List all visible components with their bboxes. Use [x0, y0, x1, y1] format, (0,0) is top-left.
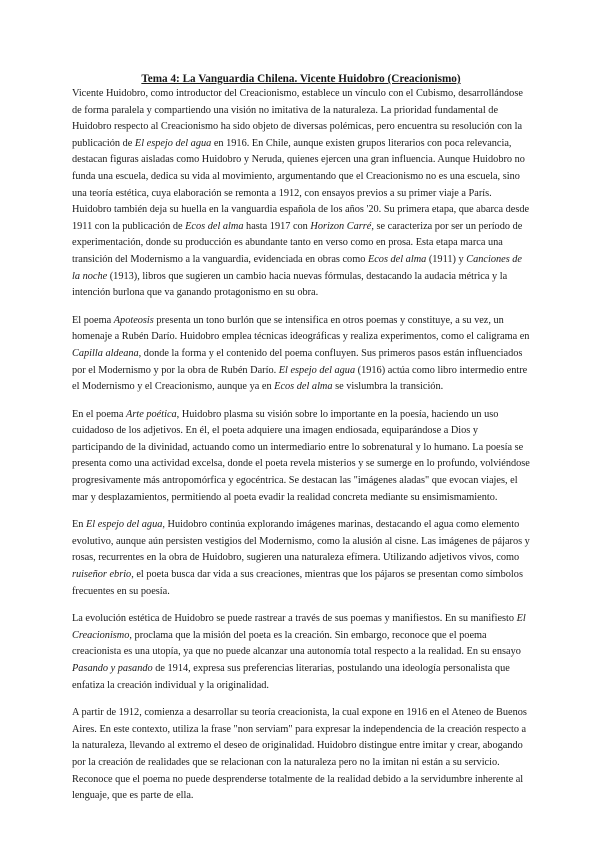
italic-title-text: El espejo del agua	[278, 364, 356, 376]
paragraph-text: En el poema	[72, 408, 127, 420]
paragraph-text: de 1914, expresa sus preferencias literarias, postulando una ideología personalista que enfatiza la creación individual y la originalidad.	[72, 663, 510, 691]
paragraph-text: , Huidobro plasma su visión sobre lo importante en la poesía, haciendo un uso cuidadoso de los adjetivos. En él, el poeta adquiere una imagen endiosada, equiparándose a Dios y participando de la divinidad, actuando como un intermediario entre lo sobrenatural y lo humano. La poesía se presenta como una actividad excelsa, donde el poeta revela misterios y se sumerge en lo profundo, volviéndose progresivamente más antropomórfica y egocéntrica. Se destacan las "imágenes aladas" que evocan viajes, el mar y desplazamientos, permitiendo al poeta evadir la realidad concreta mediante su ensimismamiento.	[72, 408, 530, 503]
paragraph-text: , donde la forma y el contenido del poema confluyen. Sus primeros pasos están influenciados por el Modernismo y por la obra de Rubén Darío.	[72, 347, 523, 376]
italic-title-text: Ecos del alma	[185, 220, 244, 232]
italic-title-text: ruiseñor ebrio	[72, 569, 132, 581]
italic-title-text: Arte poética	[126, 408, 177, 420]
italic-title-text: Apoteosis	[113, 314, 154, 326]
paragraph-text: (1911) y	[426, 253, 467, 265]
document-body	[72, 86, 530, 805]
paragraph-text: (1916) actúa como libro intermedio entre el Modernismo y el Creacionismo, aunque ya en	[72, 364, 528, 393]
paragraph-text: (1913), libros que sugieren un cambio hacia nuevas fórmulas, destacando la audacia métrica y la intención burlona que va ganando protagonismo en su obra.	[72, 270, 508, 299]
paragraph-text: En	[72, 519, 87, 531]
body-paragraph	[72, 611, 530, 694]
italic-title-text: Capilla aldeana	[72, 347, 139, 359]
italic-title-text: El Creacionismo	[72, 613, 526, 641]
paragraph-text: en 1916. En Chile, aunque existen grupos literarios con poca relevancia, destacan figuras aisladas como Huidobro y Neruda, quienes ejercen una gran influencia. Aunque Huidobro no funda una escuela, dedica su vida al movimiento, argumentando que el Creacionismo no es una escuela, sino una teoría estética, cuya elaboración se remonta a 1912, con ensayos previos a su primer viaje a París. Huidobro también deja su huella en la vanguardia española de los años '20. Su primera etapa, que abarca desde 1911 con la publicación de	[72, 137, 530, 232]
paragraph-text: A partir de 1912, comienza a desarrollar su teoría creacionista, la cual expone en 1916 en el Ateneo de Buenos Aires. En este contexto, utiliza la frase "non serviam" para expresar la independencia de la creación respecto a la naturaleza, llevando al extremo el deseo de originalidad. Huidobro distingue entre imitar y crear, abogando por la creación de realidades que se relacionan con la naturaleza pero no la imitan ni están a su servicio. Reconoce que el poema no puede desprenderse totalmente de la realidad debido a la servidumbre inherente al lenguaje, que es parte de ella.	[72, 707, 527, 802]
paragraph-text: presenta un tono burlón que se intensifica en otros poemas y constituye, a su vez, un homenaje a Rubén Darío. Huidobro emplea técnicas ideográficas y realiza experimentos, como el caligrama en	[72, 314, 530, 343]
paragraph-text: , proclama que la misión del poeta es la creación. Sin embargo, reconoce que el poema creacionista es una utopía, ya que no puede alcanzar una autonomía total respecto a la realidad. En su ensayo	[72, 629, 521, 658]
italic-title-text: Canciones de la noche	[72, 253, 522, 282]
italic-title-text: Pasando y pasando	[72, 663, 153, 674]
italic-title-text: Ecos del alma	[367, 253, 427, 265]
body-paragraph	[72, 517, 530, 600]
body-paragraph	[72, 705, 530, 805]
document-page	[72, 72, 530, 816]
body-paragraph	[72, 86, 530, 302]
paragraph-text: , Huidobro continúa explorando imágenes marinas, destacando el agua como elemento evolutivo, aunque aún persisten vestigios del Modernismo, como la alusión al cisne. Las imágenes de pájaros y rosas, recurrentes en la obra de Huidobro, sugieren una naturaleza efímera. Utilizando adjetivos vivos, como	[72, 519, 530, 564]
paragraph-text: se vislumbra la transición.	[332, 381, 444, 393]
paragraph-text: , se caracteriza por ser un período de experimentación, donde su producción es abundante tanto en verso como en prosa. Esta etapa marca una transición del Modernismo a la vanguardia, evidenciada en obras como	[72, 220, 523, 265]
document-title: Tema 4: La Vanguardia Chilena. Vicente Huidobro (Creacionismo)	[141, 73, 461, 85]
body-paragraph	[72, 407, 530, 507]
paragraph-text: La evolución estética de Huidobro se puede rastrear a través de sus poemas y manifiestos. En su manifiesto	[72, 613, 517, 625]
paragraph-text: hasta 1917 con	[243, 220, 311, 232]
paragraph-text: Vicente Huidobro, como introductor del Creacionismo, establece un vínculo con el Cubismo, desarrollándose de forma paralela y compartiendo una visión no imitativa de la naturaleza. La prioridad fundamental de Huidobro respecto al Creacionismo ha sido objeto de diversas polémicas, pero encuentra su resolución con la publicación de	[72, 88, 523, 149]
italic-title-text: Ecos del alma	[274, 381, 333, 393]
italic-title-text: El espejo del agua	[86, 519, 163, 531]
paragraph-text: , el poeta busca dar vida a sus creaciones, mientras que los pájaros se presentan como símbolos frecuentes en su poesía.	[72, 569, 523, 597]
paragraph-text: El poema	[72, 314, 114, 326]
italic-title-text: Horizon Carré	[310, 220, 372, 232]
body-paragraph	[72, 313, 530, 396]
italic-title-text: El espejo del agua	[134, 137, 212, 149]
